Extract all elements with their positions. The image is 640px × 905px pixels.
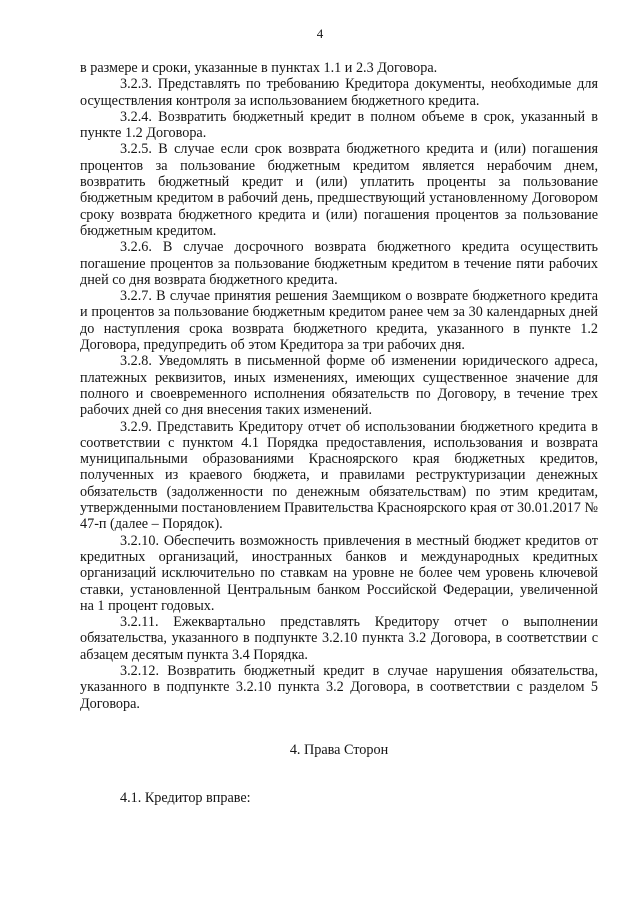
- paragraph-3-2-5: 3.2.5. В случае если срок возврата бюджетного кредита и (или) погашения процентов за пользование бюджетным кредитом является нерабочим днем, возвратить бюджетный кредит и (или) уплатить проценты за пользование бюджетным кредитом в рабочий день, предшествующий установленному Договором сроку возврата бюджетного кредита и (или) погашения процентов за пользование бюджетным кредитом.: [80, 141, 598, 239]
- paragraph-3-2-7: 3.2.7. В случае принятия решения Заемщиком о возврате бюджетного кредита и процентов за пользование бюджетным кредитом ранее чем за 30 календарных дней до наступления срока возврата бюджетного кредита, указанного в пункте 1.2 Договора, предупредить об этом Кредитора за три рабочих дня.: [80, 288, 598, 354]
- document-body: [80, 60, 598, 806]
- paragraph-3-2-12: 3.2.12. Возвратить бюджетный кредит в случае нарушения обязательства, указанного в подпункте 3.2.10 пункта 3.2 Договора, в соответствии с разделом 5 Договора.: [80, 662, 598, 712]
- paragraph-3-2-10: 3.2.10. Обеспечить возможность привлечения в местный бюджет кредитов от кредитных организаций, иностранных банков и международных кредитных организаций исключительно по ставкам на уровне не более чем уровень ключевой ставки, установленной Центральным банком Российской Федерации, увеличенной на 1 процент годовых.: [80, 532, 598, 614]
- page-number: 4: [316, 26, 324, 41]
- paragraph-3-2-4: 3.2.4. Возвратить бюджетный кредит в полном объеме в срок, указанный в пункте 1.2 Договора.: [80, 108, 598, 142]
- paragraph-3-2-3: 3.2.3. Представлять по требованию Кредитора документы, необходимые для осуществления контроля за использованием бюджетного кредита.: [80, 76, 598, 109]
- paragraph-3-2-11: 3.2.11. Ежеквартально представлять Кредитору отчет о выполнении обязательства, указанного в подпункте 3.2.10 пункта 3.2 Договора, в соответствии с абзацем десятым пункта 3.4 Порядка.: [80, 614, 598, 663]
- paragraph-3-2-6: 3.2.6. В случае досрочного возврата бюджетного кредита осуществить погашение процентов за пользование бюджетным кредитом в течение пяти рабочих дней со дня возврата бюджетного кредита.: [80, 239, 598, 288]
- paragraph-continuation: в размере и сроки, указанные в пунктах 1.1 и 2.3 Договора.: [80, 60, 438, 76]
- paragraph-3-2-9: 3.2.9. Представить Кредитору отчет об использовании бюджетного кредита в соответствии с пунктом 4.1 Порядка предоставления, использования и возврата муниципальными образованиями Красноярского края бюджетных кредитов, полученных из краевого бюджета, и правилами реструктуризации денежных обязательств (задолженности по денежным обязательствам) по этим кредитам, утвержденными постановлением Правительства Красноярского края от 30.01.2017 № 47-п (далее – Порядок).: [80, 418, 598, 533]
- subsection-4-1: 4.1. Кредитор вправе:: [120, 790, 251, 807]
- section-title: 4. Права Сторон: [289, 741, 389, 758]
- paragraph-3-2-8: 3.2.8. Уведомлять в письменной форме об изменении юридического адреса, платежных реквизитов, иных изменениях, имеющих существенное значение для полного и своевременного исполнения обязательств по Договору, в течение трех рабочих дней со дня внесения таких изменений.: [80, 353, 598, 419]
